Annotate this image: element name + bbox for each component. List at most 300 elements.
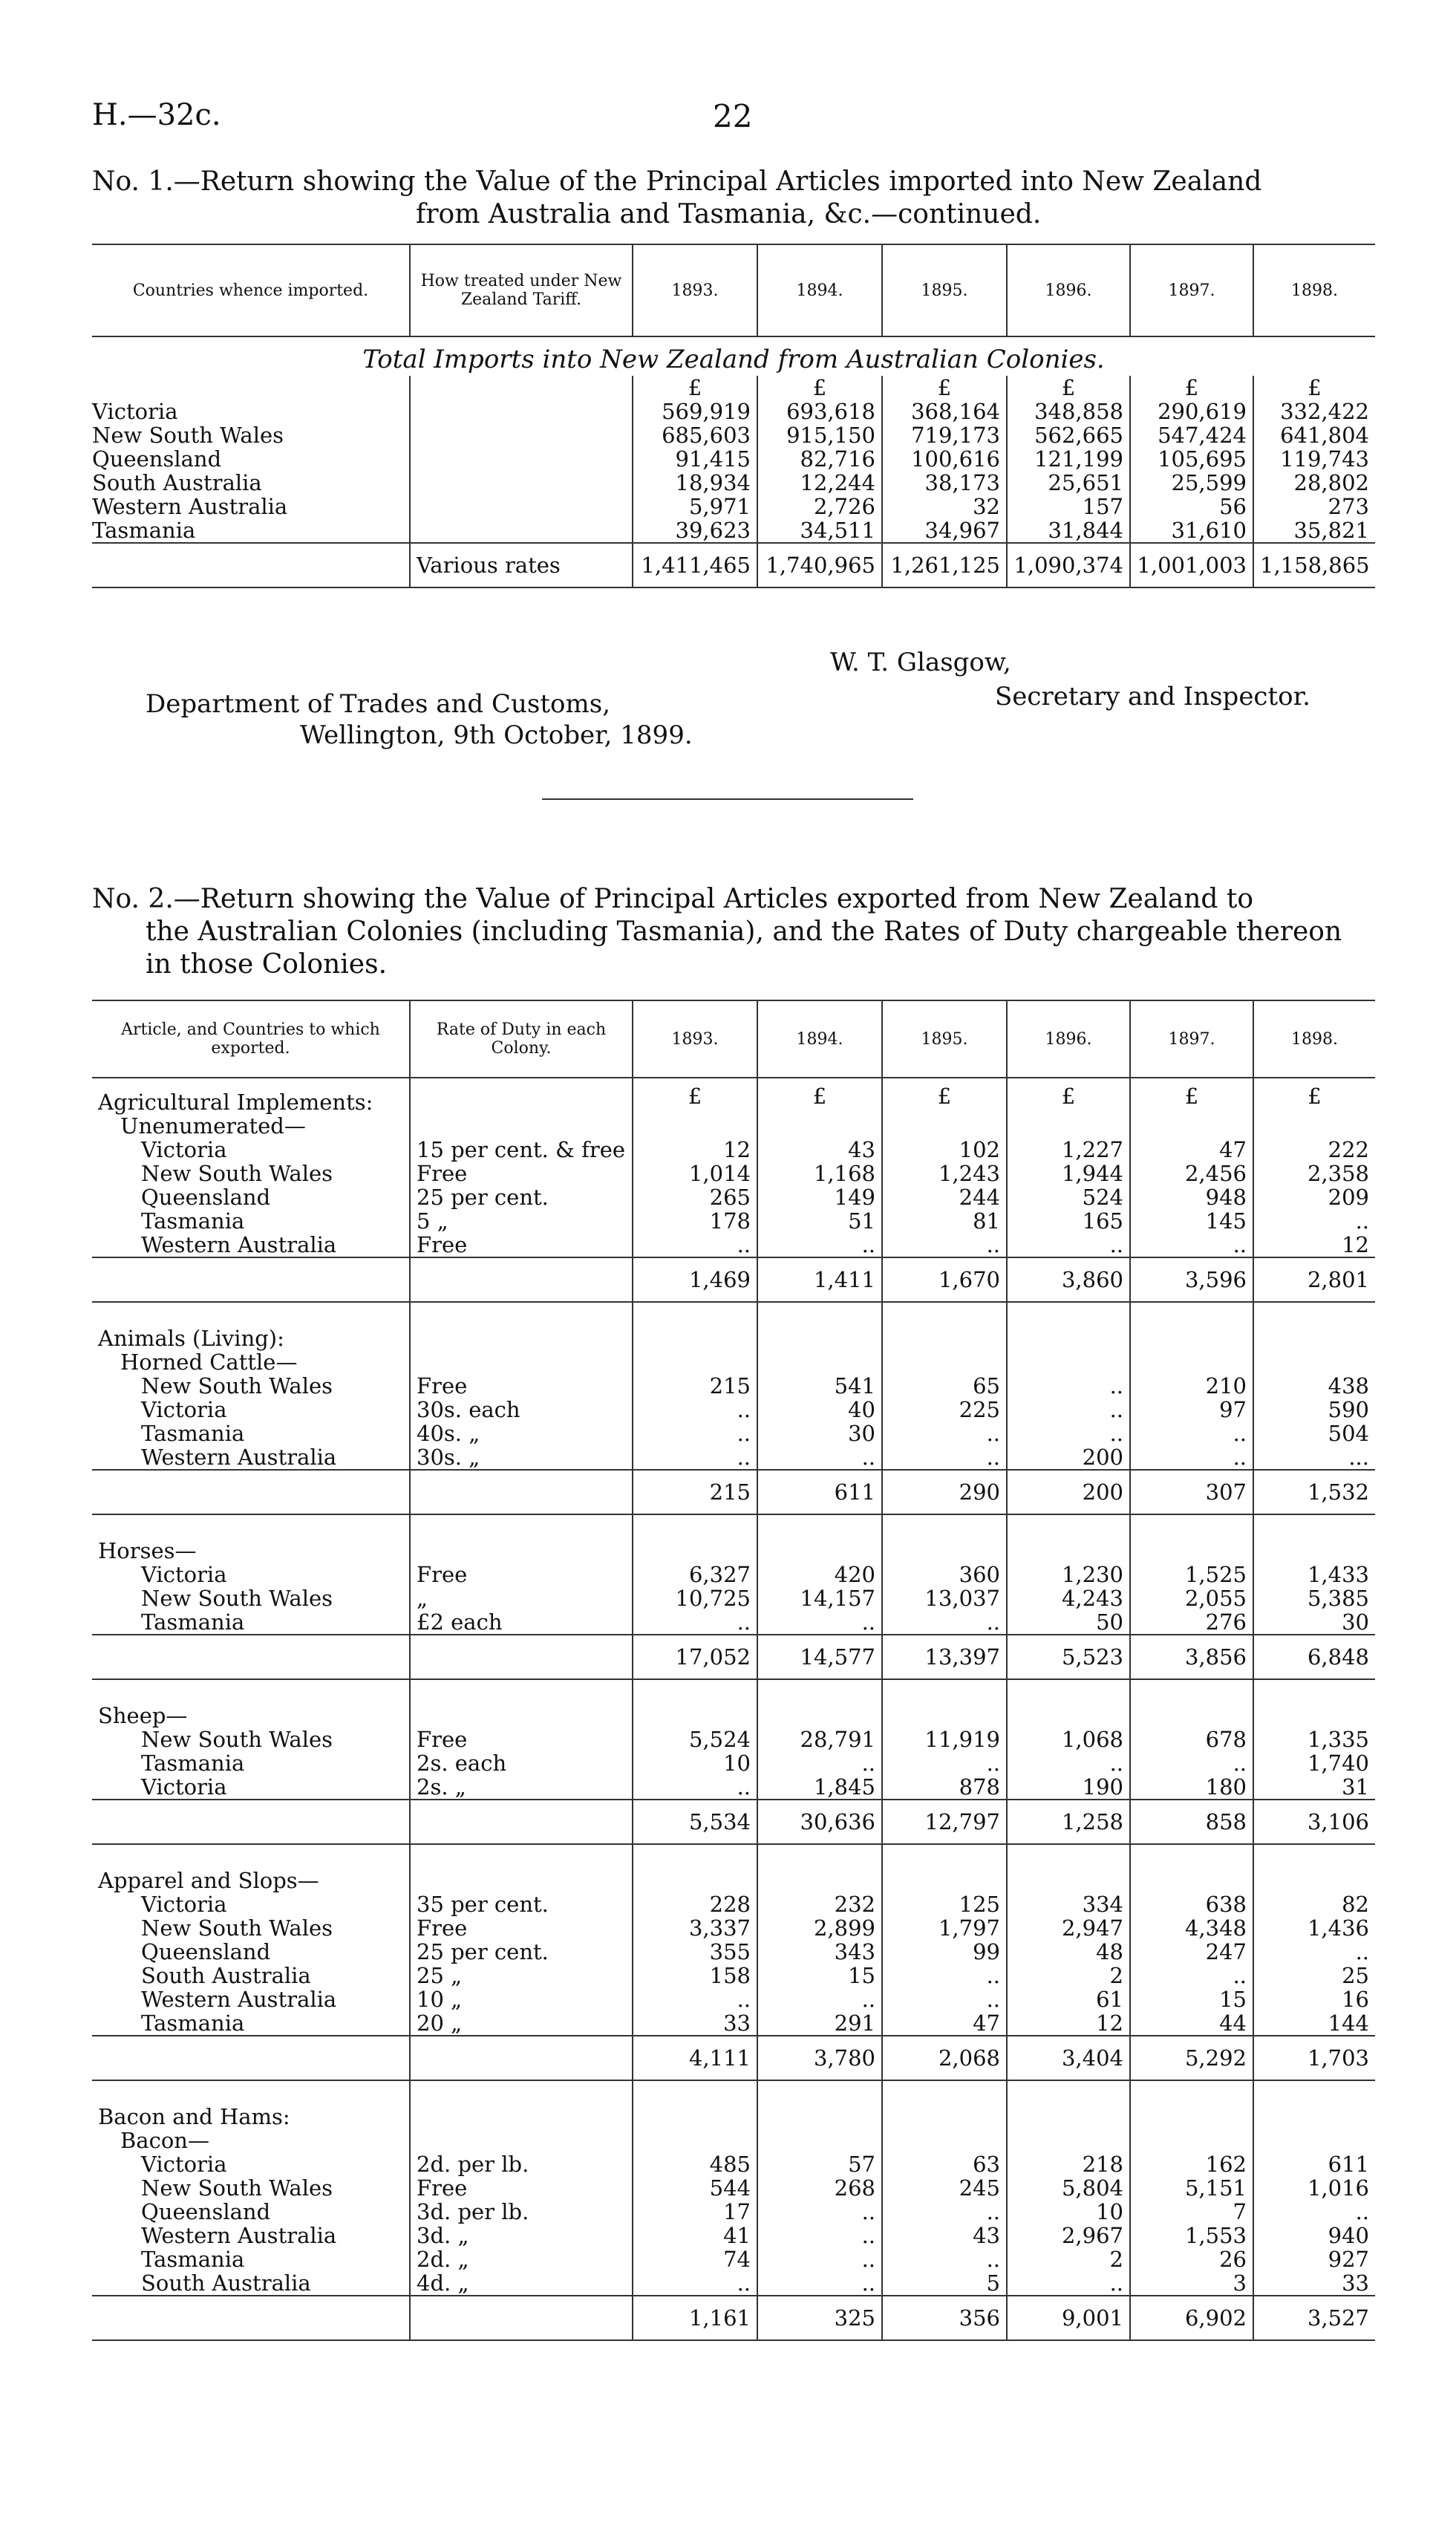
value-cell: 273: [1253, 495, 1375, 518]
value-cell: 218: [1007, 2152, 1130, 2176]
value-cell: 3,404: [1007, 2036, 1130, 2080]
value-cell: 33: [1253, 2271, 1375, 2296]
currency-symbol: [1130, 2080, 1253, 2129]
value-cell: 61: [1007, 1987, 1130, 2011]
value-cell: 40: [757, 1398, 882, 1422]
value-cell: 547,424: [1130, 423, 1253, 447]
value-cell: 5: [882, 2271, 1007, 2296]
value-cell: 420: [757, 1563, 882, 1586]
value-cell: 719,173: [882, 423, 1007, 447]
blank-cell: [757, 1350, 882, 1374]
blank-cell: [633, 1350, 757, 1374]
duty-rate: 25 per cent.: [410, 1185, 633, 1209]
blank-cell: [1253, 2129, 1375, 2152]
duty-rate: 2d. per lb.: [410, 2152, 633, 2176]
table-row: [92, 1586, 1375, 1610]
column-header: 1894.: [757, 1000, 882, 1078]
value-cell: 6,848: [1253, 1635, 1375, 1679]
value-cell: 31: [1253, 1775, 1375, 1800]
currency-symbol: [1007, 1514, 1130, 1563]
value-cell: ..: [1130, 1233, 1253, 1257]
value-cell: 245: [882, 2176, 1007, 2200]
table-row: [92, 1728, 1375, 1751]
duty-rate: [410, 2296, 633, 2340]
signatory-title: Secretary and Inspector.: [995, 682, 1310, 712]
blank-cell: [410, 376, 633, 400]
row-label: [92, 1257, 410, 1302]
value-cell: 38,173: [882, 471, 1007, 495]
value-cell: 544: [633, 2176, 757, 2200]
value-cell: 685,603: [633, 423, 757, 447]
duty-rate: Free: [410, 1162, 633, 1185]
value-cell: 30: [757, 1422, 882, 1445]
row-label: [92, 543, 410, 587]
value-cell: 100,616: [882, 447, 1007, 471]
value-cell: 41: [633, 2224, 757, 2247]
value-cell: ..: [1253, 2200, 1375, 2224]
row-label: Victoria: [141, 1397, 227, 1422]
value-cell: 17: [633, 2200, 757, 2224]
table2-header-row: [92, 1000, 1375, 1078]
table-row: [92, 1940, 1375, 1964]
row-label: New South Wales: [141, 1727, 333, 1752]
value-cell: 44: [1130, 2011, 1253, 2036]
duty-rate: 40s. „: [410, 1422, 633, 1445]
value-cell: ..: [1130, 1964, 1253, 1987]
value-cell: 158: [633, 1964, 757, 1987]
value-cell: 12: [1007, 2011, 1130, 2036]
table2-title-line3: in those Colonies.: [146, 949, 388, 980]
duty-rate: 25 per cent.: [410, 1940, 633, 1964]
currency-symbol: [1253, 2080, 1375, 2129]
value-cell: ..: [633, 1398, 757, 1422]
value-cell: 222: [1253, 1138, 1375, 1162]
value-cell: 2,456: [1130, 1162, 1253, 1185]
currency-symbol: [757, 1679, 882, 1728]
value-cell: 1,703: [1253, 2036, 1375, 2080]
table-row: [92, 423, 1375, 447]
currency-symbol: £: [1130, 1078, 1253, 1114]
value-cell: 3,856: [1130, 1635, 1253, 1679]
table1-subtitle-row: [92, 336, 1375, 376]
value-cell: 47: [1130, 1138, 1253, 1162]
value-cell: ..: [1007, 1751, 1130, 1775]
duty-rate: [410, 1257, 633, 1302]
value-cell: 611: [757, 1470, 882, 1514]
duty-rate: 30s. each: [410, 1398, 633, 1422]
value-cell: 1,944: [1007, 1162, 1130, 1185]
currency-symbol: [1007, 1302, 1130, 1350]
currency-symbol: £: [633, 376, 757, 400]
value-cell: 265: [633, 1185, 757, 1209]
currency-symbol: [882, 1302, 1007, 1350]
value-cell: 63: [882, 2152, 1007, 2176]
value-cell: 1,670: [882, 1257, 1007, 1302]
table-row: [92, 1775, 1375, 1800]
value-cell: 2,068: [882, 2036, 1007, 2080]
duty-rate: [410, 1800, 633, 1844]
value-cell: 15: [1130, 1987, 1253, 2011]
value-cell: 2,899: [757, 1916, 882, 1940]
table-row: [92, 2271, 1375, 2296]
parliamentary-reference: H.—32c.: [92, 98, 221, 132]
value-cell: 25: [1253, 1964, 1375, 1987]
duty-rate: Free: [410, 1233, 633, 1257]
value-cell: ..: [882, 1964, 1007, 1987]
currency-symbol: £: [1007, 1078, 1130, 1114]
row-label: South Australia: [141, 2270, 311, 2296]
column-header: Rate of Duty in each Colony.: [410, 1000, 633, 1078]
value-cell: ..: [633, 1987, 757, 2011]
signatory-name: W. T. Glasgow,: [830, 648, 1011, 677]
column-header: 1895.: [882, 244, 1007, 336]
row-label: South Australia: [92, 470, 262, 495]
value-cell: 3,527: [1253, 2296, 1375, 2340]
blank-cell: [410, 1844, 633, 1892]
currency-symbol: [633, 1302, 757, 1350]
duty-rate: [410, 495, 633, 518]
group-heading-row: [92, 1679, 1375, 1728]
table-row: [92, 1374, 1375, 1398]
value-cell: 1,797: [882, 1916, 1007, 1940]
value-cell: 1,335: [1253, 1728, 1375, 1751]
value-cell: 1,436: [1253, 1916, 1375, 1940]
currency-symbol: [882, 1514, 1007, 1563]
duty-rate: Free: [410, 1374, 633, 1398]
value-cell: ..: [757, 2200, 882, 2224]
currency-symbol: [1253, 1514, 1375, 1563]
value-cell: ..: [757, 1233, 882, 1257]
blank-cell: [1253, 1350, 1375, 1374]
value-cell: ..: [882, 2200, 1007, 2224]
value-cell: 6,327: [633, 1563, 757, 1586]
value-cell: ..: [633, 1775, 757, 1800]
column-header: Countries whence imported.: [132, 281, 369, 300]
currency-symbol: [1130, 1514, 1253, 1563]
value-cell: 343: [757, 1940, 882, 1964]
value-cell: 247: [1130, 1940, 1253, 1964]
value-cell: ..: [1130, 1422, 1253, 1445]
value-cell: 145: [1130, 1209, 1253, 1233]
blank-cell: [882, 2129, 1007, 2152]
table1-title-line1: No. 1.—Return showing the Value of the Principal Articles imported into New Zealand: [92, 166, 1262, 197]
blank-cell: [410, 1078, 633, 1114]
group-subheading: Bacon—: [120, 2128, 209, 2153]
value-cell: 162: [1130, 2152, 1253, 2176]
blank-cell: [1007, 1114, 1130, 1138]
value-cell: 102: [882, 1138, 1007, 1162]
value-cell: 1,411: [757, 1257, 882, 1302]
duty-rate: 35 per cent.: [410, 1892, 633, 1916]
value-cell: 13,397: [882, 1635, 1007, 1679]
currency-symbol: £: [1007, 376, 1130, 400]
duty-rate: 15 per cent. & free: [410, 1138, 633, 1162]
value-cell: ..: [757, 2224, 882, 2247]
row-label: Tasmania: [141, 1609, 245, 1635]
value-cell: 149: [757, 1185, 882, 1209]
blank-cell: [1130, 2129, 1253, 2152]
blank-cell: [410, 1302, 633, 1350]
duty-rate: [410, 1635, 633, 1679]
value-cell: 180: [1130, 1775, 1253, 1800]
duty-rate: [410, 2036, 633, 2080]
duty-rate: 4d. „: [410, 2271, 633, 2296]
value-cell: 1,258: [1007, 1800, 1130, 1844]
value-cell: 541: [757, 1374, 882, 1398]
value-cell: 4,243: [1007, 1586, 1130, 1610]
table1-header-row: [92, 244, 1375, 336]
row-label: New South Wales: [92, 423, 284, 448]
value-cell: 244: [882, 1185, 1007, 1209]
value-cell: 2,055: [1130, 1586, 1253, 1610]
value-cell: 1,845: [757, 1775, 882, 1800]
row-label: Tasmania: [92, 518, 196, 543]
value-cell: 5,804: [1007, 2176, 1130, 2200]
table2-title-line2: the Australian Colonies (including Tasmania), and the Rates of Duty chargeable thereon: [146, 916, 1342, 947]
table-row: [92, 1916, 1375, 1940]
group-subheading-row: [92, 1114, 1375, 1138]
value-cell: ..: [757, 1445, 882, 1470]
value-cell: 200: [1007, 1445, 1130, 1470]
row-label: New South Wales: [141, 1586, 333, 1611]
blank-cell: [633, 2129, 757, 2152]
value-cell: 31,610: [1130, 518, 1253, 543]
value-cell: 1,168: [757, 1162, 882, 1185]
table-row: [92, 1185, 1375, 1209]
value-cell: 590: [1253, 1398, 1375, 1422]
value-cell: 12: [1253, 1233, 1375, 1257]
table-row: [92, 2011, 1375, 2036]
value-cell: ..: [633, 1422, 757, 1445]
duty-rate: 20 „: [410, 2011, 633, 2036]
column-header: 1897.: [1130, 244, 1253, 336]
value-cell: 34,511: [757, 518, 882, 543]
value-cell: 10: [1007, 2200, 1130, 2224]
table-row: [92, 1162, 1375, 1185]
value-cell: ..: [633, 2271, 757, 2296]
duty-rate: Free: [410, 1916, 633, 1940]
value-cell: 504: [1253, 1422, 1375, 1445]
value-cell: 25,651: [1007, 471, 1130, 495]
group-heading-row: [92, 1514, 1375, 1563]
value-cell: 2,801: [1253, 1257, 1375, 1302]
place-and-date: Wellington, 9th October, 1899.: [300, 720, 693, 750]
value-cell: ..: [633, 1233, 757, 1257]
table2-title-line1: No. 2.—Return showing the Value of Principal Articles exported from New Zealand to: [92, 884, 1254, 914]
group-heading-row: [92, 2080, 1375, 2129]
value-cell: ..: [882, 2247, 1007, 2271]
row-label: Western Australia: [141, 1445, 337, 1470]
value-cell: 5,292: [1130, 2036, 1253, 2080]
table1-title-line2: from Australia and Tasmania, &c.—continued.: [416, 199, 1042, 229]
row-label: [92, 1470, 410, 1514]
value-cell: 5,524: [633, 1728, 757, 1751]
value-cell: 948: [1130, 1185, 1253, 1209]
blank-cell: [1130, 1350, 1253, 1374]
row-label: [92, 1800, 410, 1844]
column-header: How treated under New Zealand Tariff.: [410, 244, 633, 336]
table1-imports: [92, 244, 1375, 588]
value-cell: 5,534: [633, 1800, 757, 1844]
blank-cell: [1007, 1350, 1130, 1374]
currency-symbol: £: [757, 376, 882, 400]
value-cell: ..: [757, 1987, 882, 2011]
value-cell: 1,243: [882, 1162, 1007, 1185]
value-cell: 1,158,865: [1253, 543, 1375, 587]
value-cell: 5,971: [633, 495, 757, 518]
table-row: [92, 1610, 1375, 1635]
row-label: New South Wales: [141, 2175, 333, 2201]
duty-rate: „: [410, 1586, 633, 1610]
group-subheading: Unenumerated—: [120, 1113, 306, 1139]
value-cell: 18,934: [633, 471, 757, 495]
row-label: [92, 1635, 410, 1679]
group-subheading: Horned Cattle—: [120, 1349, 298, 1375]
group-total-row: [92, 2296, 1375, 2340]
value-cell: 368,164: [882, 400, 1007, 423]
column-header: 1896.: [1007, 1000, 1130, 1078]
table2-exports: [92, 1000, 1375, 2341]
group-total-row: [92, 1470, 1375, 1514]
value-cell: 1,016: [1253, 2176, 1375, 2200]
value-cell: 209: [1253, 1185, 1375, 1209]
value-cell: 524: [1007, 1185, 1130, 1209]
currency-symbol: [1007, 2080, 1130, 2129]
value-cell: 1,411,465: [633, 543, 757, 587]
currency-symbol: [1130, 1844, 1253, 1892]
value-cell: ..: [757, 2271, 882, 2296]
row-label: Victoria: [141, 1137, 227, 1162]
blank-cell: [410, 1350, 633, 1374]
currency-symbol: [1007, 1844, 1130, 1892]
table-row: [92, 400, 1375, 423]
value-cell: ..: [1007, 1398, 1130, 1422]
value-cell: ..: [633, 1445, 757, 1470]
value-cell: 125: [882, 1892, 1007, 1916]
value-cell: 178: [633, 1209, 757, 1233]
row-label: Tasmania: [141, 2247, 245, 2272]
value-cell: 1,553: [1130, 2224, 1253, 2247]
value-cell: 940: [1253, 2224, 1375, 2247]
row-label: Victoria: [141, 1774, 227, 1800]
row-label: Victoria: [92, 399, 178, 424]
currency-symbol: [1253, 1302, 1375, 1350]
blank-cell: [1007, 2129, 1130, 2152]
value-cell: 99: [882, 1940, 1007, 1964]
value-cell: 28,791: [757, 1728, 882, 1751]
row-label: Queensland: [92, 446, 222, 472]
value-cell: 5,151: [1130, 2176, 1253, 2200]
row-label: Victoria: [141, 1562, 227, 1587]
duty-rate: 2s. each: [410, 1751, 633, 1775]
table-row: [92, 2152, 1375, 2176]
value-cell: 276: [1130, 1610, 1253, 1635]
value-cell: 33: [633, 2011, 757, 2036]
value-cell: 858: [1130, 1800, 1253, 1844]
row-label: Tasmania: [141, 1208, 245, 1234]
value-cell: 641,804: [1253, 423, 1375, 447]
currency-symbol: [633, 1514, 757, 1563]
value-cell: 30,636: [757, 1800, 882, 1844]
value-cell: 1,261,125: [882, 543, 1007, 587]
currency-symbol: [1253, 1679, 1375, 1728]
currency-symbol: [882, 1679, 1007, 1728]
column-header: 1896.: [1007, 244, 1130, 336]
blank-cell: [410, 1514, 633, 1563]
group-heading: Animals (Living):: [98, 1326, 284, 1351]
value-cell: 14,577: [757, 1635, 882, 1679]
total-row: [92, 543, 1375, 587]
value-cell: ...: [1253, 1445, 1375, 1470]
value-cell: 1,230: [1007, 1563, 1130, 1586]
value-cell: 157: [1007, 495, 1130, 518]
duty-rate: 2d. „: [410, 2247, 633, 2271]
duty-rate: 3d. per lb.: [410, 2200, 633, 2224]
duty-rate: Various rates: [410, 543, 633, 587]
value-cell: 48: [1007, 1940, 1130, 1964]
value-cell: ..: [1007, 2271, 1130, 2296]
value-cell: 2,967: [1007, 2224, 1130, 2247]
value-cell: 12,244: [757, 471, 882, 495]
value-cell: 81: [882, 1209, 1007, 1233]
row-label: [92, 2036, 410, 2080]
value-cell: 611: [1253, 2152, 1375, 2176]
group-heading-row: [92, 1844, 1375, 1892]
value-cell: 14,157: [757, 1586, 882, 1610]
blank-cell: [882, 1114, 1007, 1138]
value-cell: 1,090,374: [1007, 543, 1130, 587]
value-cell: ..: [1130, 1751, 1253, 1775]
currency-row: [92, 376, 1375, 400]
value-cell: 16: [1253, 1987, 1375, 2011]
table-row: [92, 518, 1375, 543]
column-header: 1898.: [1253, 1000, 1375, 1078]
row-label: New South Wales: [141, 1915, 333, 1941]
duty-rate: 3d. „: [410, 2224, 633, 2247]
duty-rate: 30s. „: [410, 1445, 633, 1470]
table-row: [92, 495, 1375, 518]
value-cell: 290,619: [1130, 400, 1253, 423]
value-cell: 32: [882, 495, 1007, 518]
table-row: [92, 2247, 1375, 2271]
group-total-row: [92, 1635, 1375, 1679]
value-cell: 2: [1007, 1964, 1130, 1987]
value-cell: 82: [1253, 1892, 1375, 1916]
table-row: [92, 1987, 1375, 2011]
blank-cell: [882, 1350, 1007, 1374]
table-row: [92, 1138, 1375, 1162]
row-label: Queensland: [141, 2199, 271, 2224]
value-cell: 50: [1007, 1610, 1130, 1635]
value-cell: ..: [1007, 1233, 1130, 1257]
value-cell: 2,726: [757, 495, 882, 518]
duty-rate: Free: [410, 1728, 633, 1751]
table-row: [92, 1892, 1375, 1916]
row-label: Tasmania: [141, 1751, 245, 1776]
value-cell: 1,068: [1007, 1728, 1130, 1751]
value-cell: 25,599: [1130, 471, 1253, 495]
value-cell: 31,844: [1007, 518, 1130, 543]
row-label: Western Australia: [141, 1987, 337, 2012]
value-cell: 325: [757, 2296, 882, 2340]
currency-symbol: [757, 1514, 882, 1563]
value-cell: 57: [757, 2152, 882, 2176]
column-header: 1898.: [1253, 244, 1375, 336]
table-row: [92, 447, 1375, 471]
page-number: 22: [713, 98, 753, 134]
value-cell: 3,106: [1253, 1800, 1375, 1844]
column-header: Article, and Countries to which exported.: [121, 1020, 380, 1058]
